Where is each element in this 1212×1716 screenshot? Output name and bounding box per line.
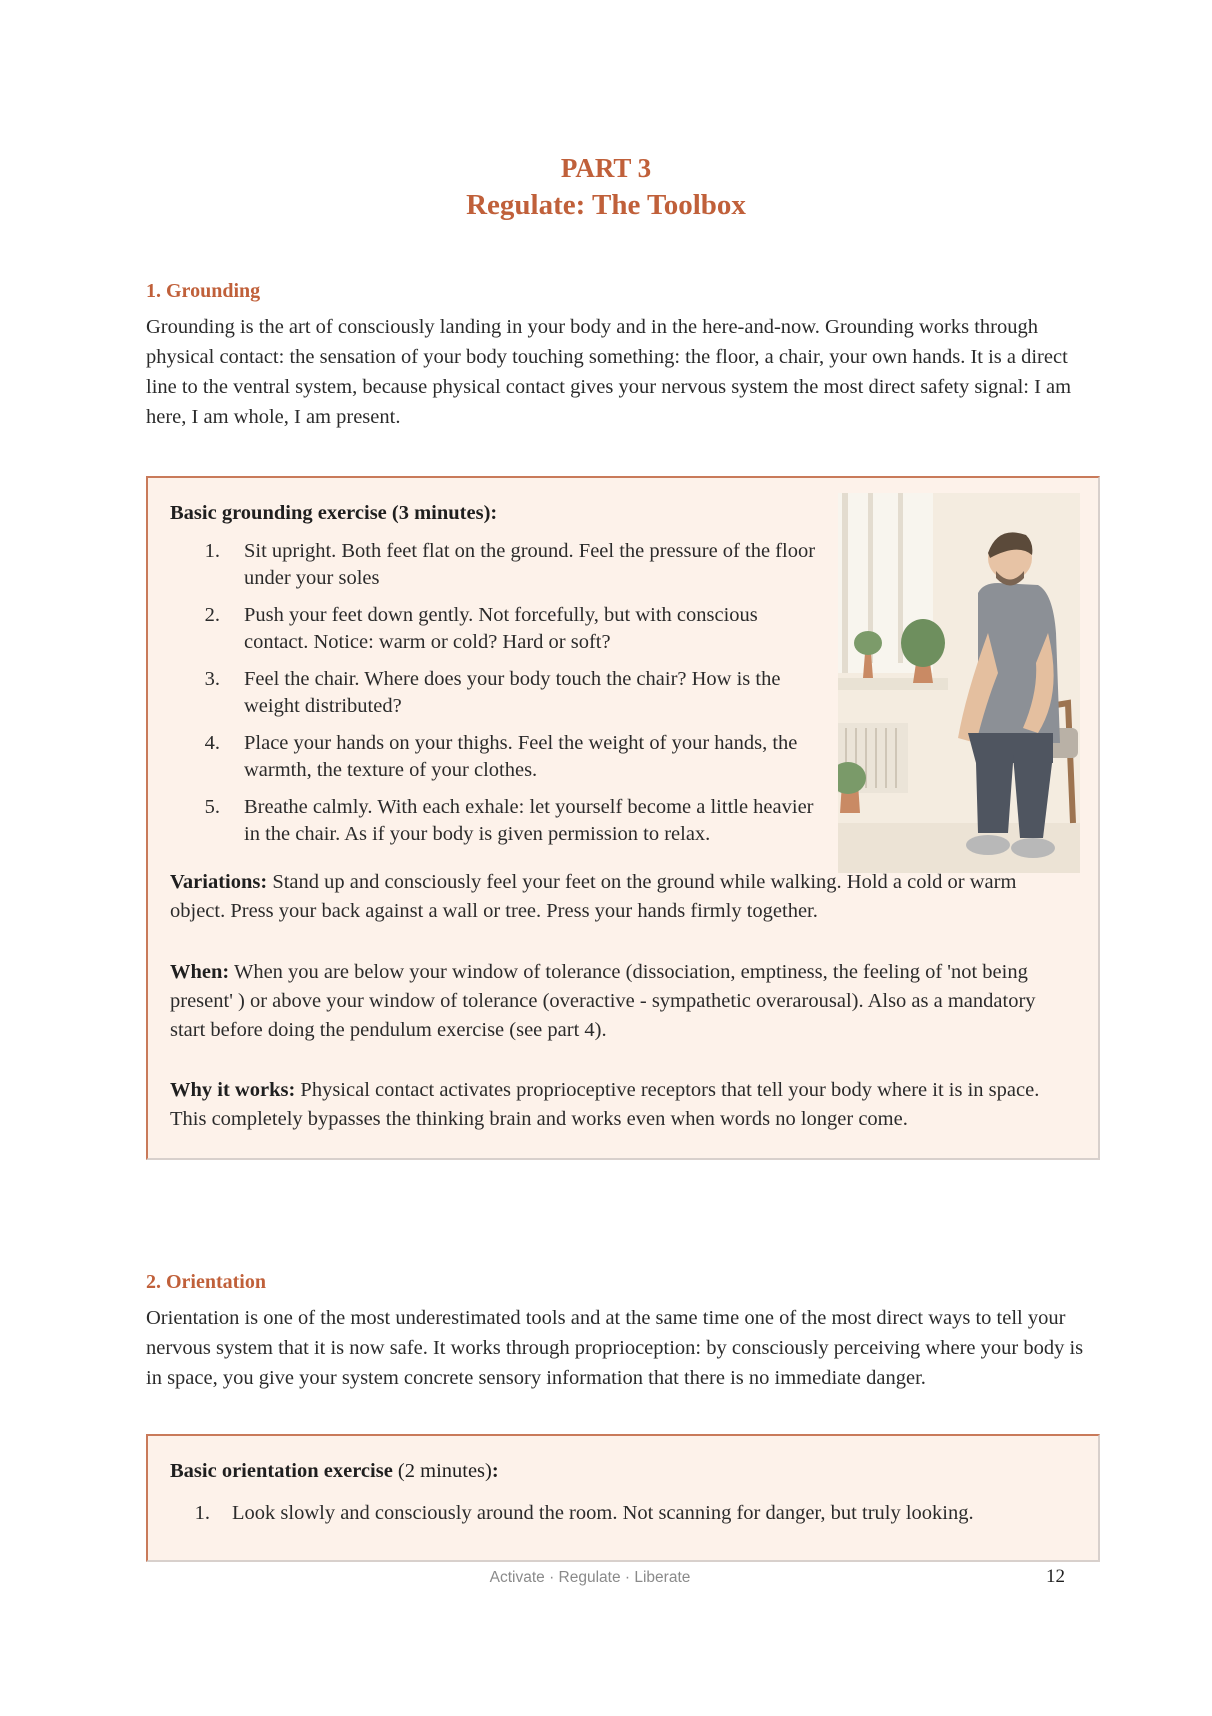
orientation-intro: Orientation is one of the most underestimated tools and at the same time one of the most direct ways to tell your nervous system that it is now safe. It works through proprioception: by consciously perceiving where your body is in space, you give your system concrete sensory information that there is no immediate danger. xyxy=(146,1307,1084,1389)
list-item xyxy=(170,602,820,656)
step-text: Look slowly and consciously around the room. Not scanning for danger, but truly looking. xyxy=(232,1502,974,1524)
variations-label: Variations: xyxy=(170,871,268,893)
step-text: Feel the chair. Where does your body touch the chair? How is the weight distributed? xyxy=(244,668,781,717)
step-text: Sit upright. Both feet flat on the ground. Feel the pressure of the floor under your soles xyxy=(244,540,816,589)
grounding-exercise-box xyxy=(146,476,1100,1160)
step-text: Place your hands on your thighs. Feel the weight of your hands, the warmth, the texture of your clothes. xyxy=(244,732,798,781)
step-number: 3. xyxy=(204,668,220,690)
step-text: Push your feet down gently. Not forcefully, but with conscious contact. Notice: warm or cold? Hard or soft? xyxy=(244,604,758,653)
list-item xyxy=(170,666,820,720)
step-number: 5. xyxy=(204,796,220,818)
list-item xyxy=(170,1500,1070,1527)
page-number: 12 xyxy=(1046,1566,1065,1587)
list-item xyxy=(170,794,820,848)
grounding-intro: Grounding is the art of consciously landing in your body and in the here-and-now. Grounding works through physical contact: the sensation of your body touching something: the floor, a chair, your own hands. It is a direct line to the ventral system, because physical contact gives your nervous system the most direct safety signal: I am here, I am whole, I am present. xyxy=(146,316,1072,428)
step-number: 2. xyxy=(204,604,220,626)
footer-running-title: Activate · Regulate · Liberate xyxy=(489,1569,691,1586)
variations-paragraph xyxy=(170,868,1075,926)
grounding-steps-list xyxy=(170,538,820,858)
man-sitting-grounding-illustration xyxy=(838,493,1080,873)
orientation-exercise-box xyxy=(146,1434,1100,1562)
grounding-heading: 1. Grounding xyxy=(146,280,261,302)
when-paragraph xyxy=(170,958,1075,1045)
variations-text: Stand up and consciously feel your feet on the ground while walking. Hold a cold or warm object. Press your back against a wall or tree. Press your hands firmly together. xyxy=(170,871,1017,922)
list-item xyxy=(170,730,820,784)
step-number: 4. xyxy=(204,732,220,754)
orientation-heading: 2. Orientation xyxy=(146,1271,266,1293)
why-paragraph xyxy=(170,1076,1075,1134)
why-text: Physical contact activates proprioceptive receptors that tell your body where it is in space. This completely bypasses the thinking brain and works even when words no longer come. xyxy=(170,1079,1040,1130)
step-text: Breathe calmly. With each exhale: let yourself become a little heavier in the chair. As if your body is given permission to relax. xyxy=(244,796,814,845)
orientation-box-title-duration: (2 minutes) xyxy=(392,1460,492,1482)
list-item xyxy=(170,538,820,592)
part-label: PART 3 xyxy=(560,153,652,183)
step-number: 1. xyxy=(194,1502,210,1524)
part-title: Regulate: The Toolbox xyxy=(466,189,746,221)
why-label: Why it works: xyxy=(170,1079,296,1101)
orientation-box-title-colon: : xyxy=(491,1460,499,1482)
step-number: 1. xyxy=(204,540,220,562)
when-label: When: xyxy=(170,961,230,983)
orientation-box-title xyxy=(170,1460,499,1483)
orientation-box-title-bold: Basic orientation exercise xyxy=(170,1460,393,1482)
orientation-steps-list xyxy=(170,1500,1070,1537)
part-header xyxy=(0,150,1212,224)
grounding-box-title: Basic grounding exercise (3 minutes): xyxy=(170,502,498,524)
when-text: When you are below your window of tolerance (dissociation, emptiness, the feeling of 'not being present' ) or above your window of tolerance (overactive - sympathetic overarousal). Also as a mandatory start before doing the pendulum exercise (see part 4). xyxy=(170,961,1036,1041)
